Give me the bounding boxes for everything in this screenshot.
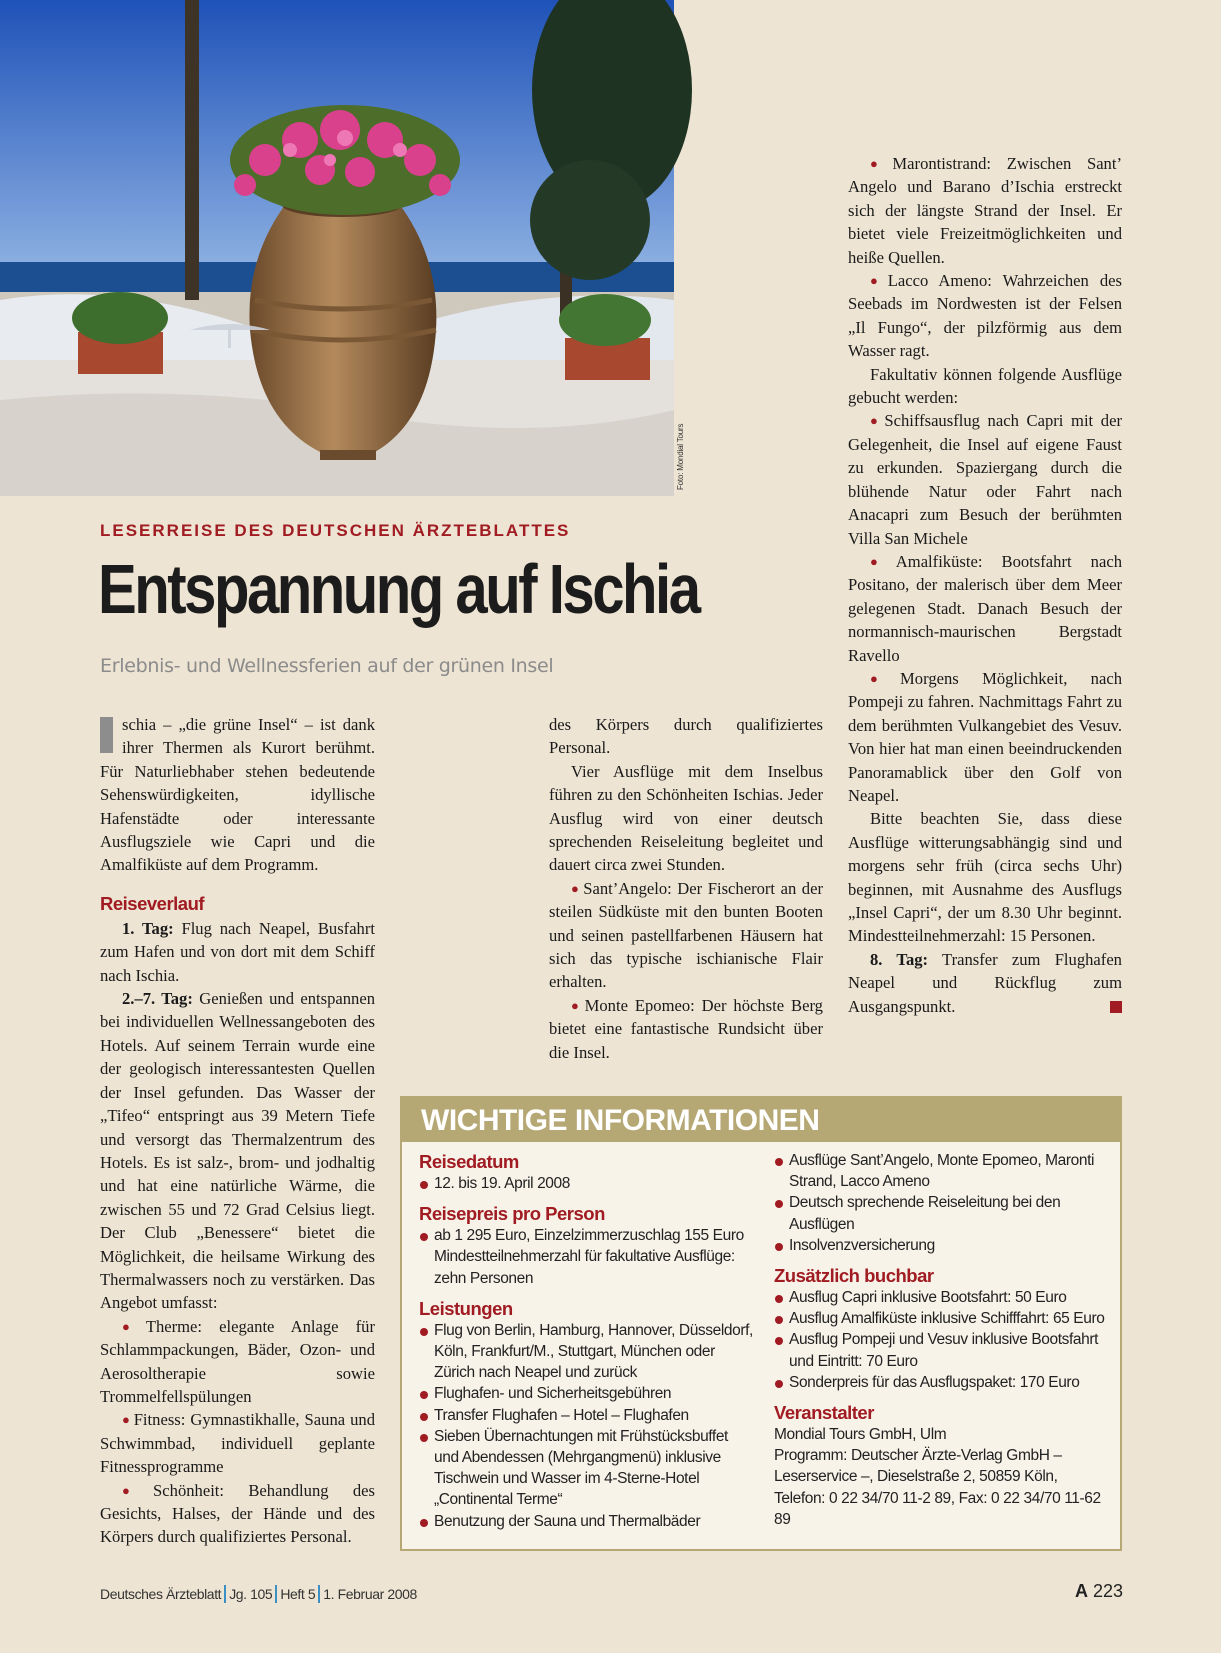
bullet-icon: ● <box>122 1482 151 1498</box>
veranstalter-name: Mondial Tours GmbH, Ulm <box>774 1426 947 1444</box>
intro-paragraph: schia – „die grüne Insel“ – ist dank ihrer Thermen als Kurort berühmt. Für Naturliebhaber stehen bedeutende Sehenswürdigkeiten, idyllische Hafenstädte oder interessante Ausflugsziele wie Capri und die Amalfiküste auf dem Programm. <box>100 715 375 875</box>
divider <box>224 1585 226 1603</box>
divider <box>275 1585 277 1603</box>
list-item: Insolvenzversicherung <box>774 1235 1109 1256</box>
photo-credit: Foto: Mondial Tours <box>676 423 685 490</box>
bullet-icon: ● <box>870 553 893 569</box>
list-item: Flughafen- und Sicherheitsgebühren <box>419 1383 754 1404</box>
bullet-icon: ● <box>870 156 890 171</box>
list-item: 12. bis 19. April 2008 <box>419 1173 754 1194</box>
end-mark-icon <box>1110 1001 1122 1013</box>
day-1-paragraph: 1. Tag: Flug nach Neapel, Busfahrt zum Hafen und von dort mit dem Schiff nach Ischia. <box>100 918 375 985</box>
optional-amalfi: ● Amalfiküste: Bootsfahrt nach Positano, der malerisch über dem Meer gelegenen Stadt. Danach Besuch der normannisch-maurischen Bergstadt Ravello <box>848 551 1122 665</box>
list-item: ab 1 295 Euro, Einzelzimmerzuschlag 155 Euro Mindestteilnehmerzahl für fakultative Ausflüge: zehn Personen <box>419 1225 754 1289</box>
article-column-2 <box>549 713 823 1064</box>
article-column-1 <box>100 713 375 1547</box>
leistungen-heading: Leistungen <box>419 1297 513 1319</box>
optional-capri: ● Schiffsausflug nach Capri mit der Gelegenheit, die Insel auf eigene Faust zu erkunden. Spaziergang durch die blühende Natur oder Fahrt nach Anacapri zum Besuch der berühmten Villa San Michele <box>848 411 1122 548</box>
leistungen-list <box>419 1320 754 1532</box>
reisedatum-list <box>419 1173 754 1194</box>
article-headline: Entspannung auf Ischia <box>98 550 699 628</box>
veranstalter-heading: Veranstalter <box>774 1402 874 1424</box>
article-kicker: LESERREISE DES DEUTSCHEN ÄRZTEBLATTES <box>100 521 571 540</box>
list-item: Benutzung der Sauna und Thermalbäder <box>419 1511 754 1532</box>
dropcap-icon <box>100 717 113 753</box>
list-item: Ausflug Pompeji und Vesuv inklusive Bootsfahrt und Eintritt: 70 Euro <box>774 1329 1109 1371</box>
optional-intro: Fakultativ können folgende Ausflüge gebucht werden: <box>848 364 1122 408</box>
issue-date: 1. Februar 2008 <box>323 1586 417 1602</box>
divider <box>318 1585 320 1603</box>
offer-schoenheit-continued: des Körpers durch qualifiziertes Personal. <box>549 715 823 758</box>
excursion-santangelo: ● Sant’Angelo: Der Fischerort an der steilen Südküste mit den bunten Booten und seinen pastellfarbenen Häusern hat sich das typische ischianische Flair erhalten. <box>549 878 823 992</box>
page-footer <box>100 1585 417 1603</box>
list-item: Flug von Berlin, Hamburg, Hannover, Düsseldorf, Köln, Frankfurt/M., Stuttgart, München oder Zürich nach Neapel und zurück <box>419 1320 754 1384</box>
excursion-epomeo: ● Monte Epomeo: Der höchste Berg bietet eine fantastische Rundsicht über die Insel. <box>549 995 823 1062</box>
preis-list <box>419 1225 754 1289</box>
info-box-title: WICHTIGE INFORMATIONEN <box>402 1098 1120 1142</box>
notice-paragraph: Bitte beachten Sie, dass diese Ausflüge witterungsabhängig sind und morgens sehr früh (circa sechs Uhr) beginnen, mit Ausnahme des Ausflugs „Insel Capri“, der um 8.30 Uhr beginnt. Mindestteilnehmerzahl: 15 Personen. <box>848 809 1122 946</box>
list-item: Ausflüge Sant’Angelo, Monte Epomeo, Maronti Strand, Lacco Ameno <box>774 1150 1109 1192</box>
zusatz-heading: Zusätzlich buchbar <box>774 1265 934 1287</box>
journal-name: Deutsches Ärzteblatt <box>100 1586 222 1602</box>
page-number: A 223 <box>1074 1581 1123 1601</box>
excursion-maronti: ● Marontistrand: Zwischen Sant’ Angelo und Barano d’Ischia erstreckt sich der längste Strand der Insel. Er bietet viele Freizeitmöglichkeiten und heiße Quellen. <box>848 154 1122 267</box>
list-item: Deutsch sprechende Reiseleitung bei den Ausflügen <box>774 1192 1109 1234</box>
offer-schoenheit: ● Schönheit: Behandlung des Gesichts, Halses, der Hände und des Körpers durch qualifiziertes Personal. <box>100 1480 375 1547</box>
bullet-icon: ● <box>870 413 882 429</box>
list-item: Sonderpreis für das Ausflugspaket: 170 Euro <box>774 1372 1109 1393</box>
list-item: Ausflug Amalfiküste inklusive Schifffahrt: 65 Euro <box>774 1308 1109 1329</box>
leistungen-list-continued <box>774 1150 1109 1256</box>
info-box-right-column <box>774 1150 1109 1530</box>
optional-pompeji: ● Morgens Möglichkeit, nach Pompeji zu fahren. Nachmittags Fahrt zu dem berühmten Vulkangebiet des Vesuv. Von hier hat man einen beeindruckenden Panoramablick über den Golf von Neapel. <box>848 668 1122 805</box>
bullet-icon: ● <box>870 670 898 686</box>
reisedatum-heading: Reisedatum <box>419 1151 519 1172</box>
bullet-icon: ● <box>870 273 885 289</box>
bullet-icon: ● <box>571 880 581 896</box>
bullet-icon: ● <box>122 1412 131 1428</box>
bullet-icon: ● <box>571 997 582 1013</box>
volume: Jg. 105 <box>229 1586 273 1602</box>
article-photo <box>0 0 674 496</box>
photo-terrace-vase-icon <box>0 0 674 496</box>
preis-heading: Reisepreis pro Person <box>419 1203 605 1225</box>
offer-therme: ● Therme: elegante Anlage für Schlammpackungen, Bäder, Ozon- und Aerosoltherapie sowie Trommelfellspülungen <box>100 1316 375 1406</box>
zusatz-list <box>774 1287 1109 1393</box>
list-item: Transfer Flughafen – Hotel – Flughafen <box>419 1405 754 1426</box>
article-column-3 <box>848 152 1122 1018</box>
veranstalter-programm: Programm: Deutscher Ärzte-Verlag GmbH – Leserservice –, Dieselstraße 2, 50859 Köln, Telefon: 0 22 34/70 11-2 89, Fax: 0 22 34/70 11-62 89 <box>774 1447 1101 1528</box>
issue: Heft 5 <box>280 1586 316 1602</box>
list-item: Sieben Übernachtungen mit Frühstücksbuffet und Abendessen (Mehrgangmenü) inklusive Tischwein und Wasser im 4-Sterne-Hotel „Continental Terme“ <box>419 1426 754 1511</box>
section-heading-reiseverlauf: Reiseverlauf <box>100 892 205 914</box>
excursion-lacco: ● Lacco Ameno: Wahrzeichen des Seebads im Nordwesten ist der Felsen „Il Fungo“, der pilzförmig aus dem Wasser ragt. <box>848 271 1122 361</box>
info-box-left-column <box>419 1150 754 1532</box>
offer-fitness: ● Fitness: Gymnastikhalle, Sauna und Schwimmbad, individuell geplante Fitnessprogramme <box>100 1410 375 1477</box>
day-8-paragraph: 8. Tag: Transfer zum Flughafen Neapel und Rückflug zum Ausgangspunkt. <box>848 949 1122 1016</box>
article-subhead: Erlebnis- und Wellnessferien auf der grünen Insel <box>100 655 554 677</box>
excursions-intro: Vier Ausflüge mit dem Inselbus führen zu den Schönheiten Ischias. Jeder Ausflug wird von einer deutsch sprechenden Reiseleitung begleitet und dauert circa zwei Stunden. <box>549 761 823 875</box>
info-box <box>400 1096 1122 1551</box>
day-2-7-paragraph: 2.–7. Tag: Genießen und entspannen bei individuellen Wellnessangeboten des Hotels. Auf seinem Terrain wurde eine der geologisch interessantesten Quellen der Insel gefunden. Das Wasser der „Tifeo“ entspringt aus 39 Metern Tiefe und versorgt das Thermalzentrum des Hotels. Es ist salz-, brom- und jodhaltig und hat eine natürliche Wärme, die zwischen 55 und 72 Grad Celsius liegt. Der Club „Benessere“ bietet die Möglichkeit, die heilsame Wirkung des Thermalwassers noch zu verstärken. Das Angebot umfasst: <box>100 989 375 1313</box>
list-item: Ausflug Capri inklusive Bootsfahrt: 50 Euro <box>774 1287 1109 1308</box>
bullet-icon: ● <box>122 1318 143 1334</box>
